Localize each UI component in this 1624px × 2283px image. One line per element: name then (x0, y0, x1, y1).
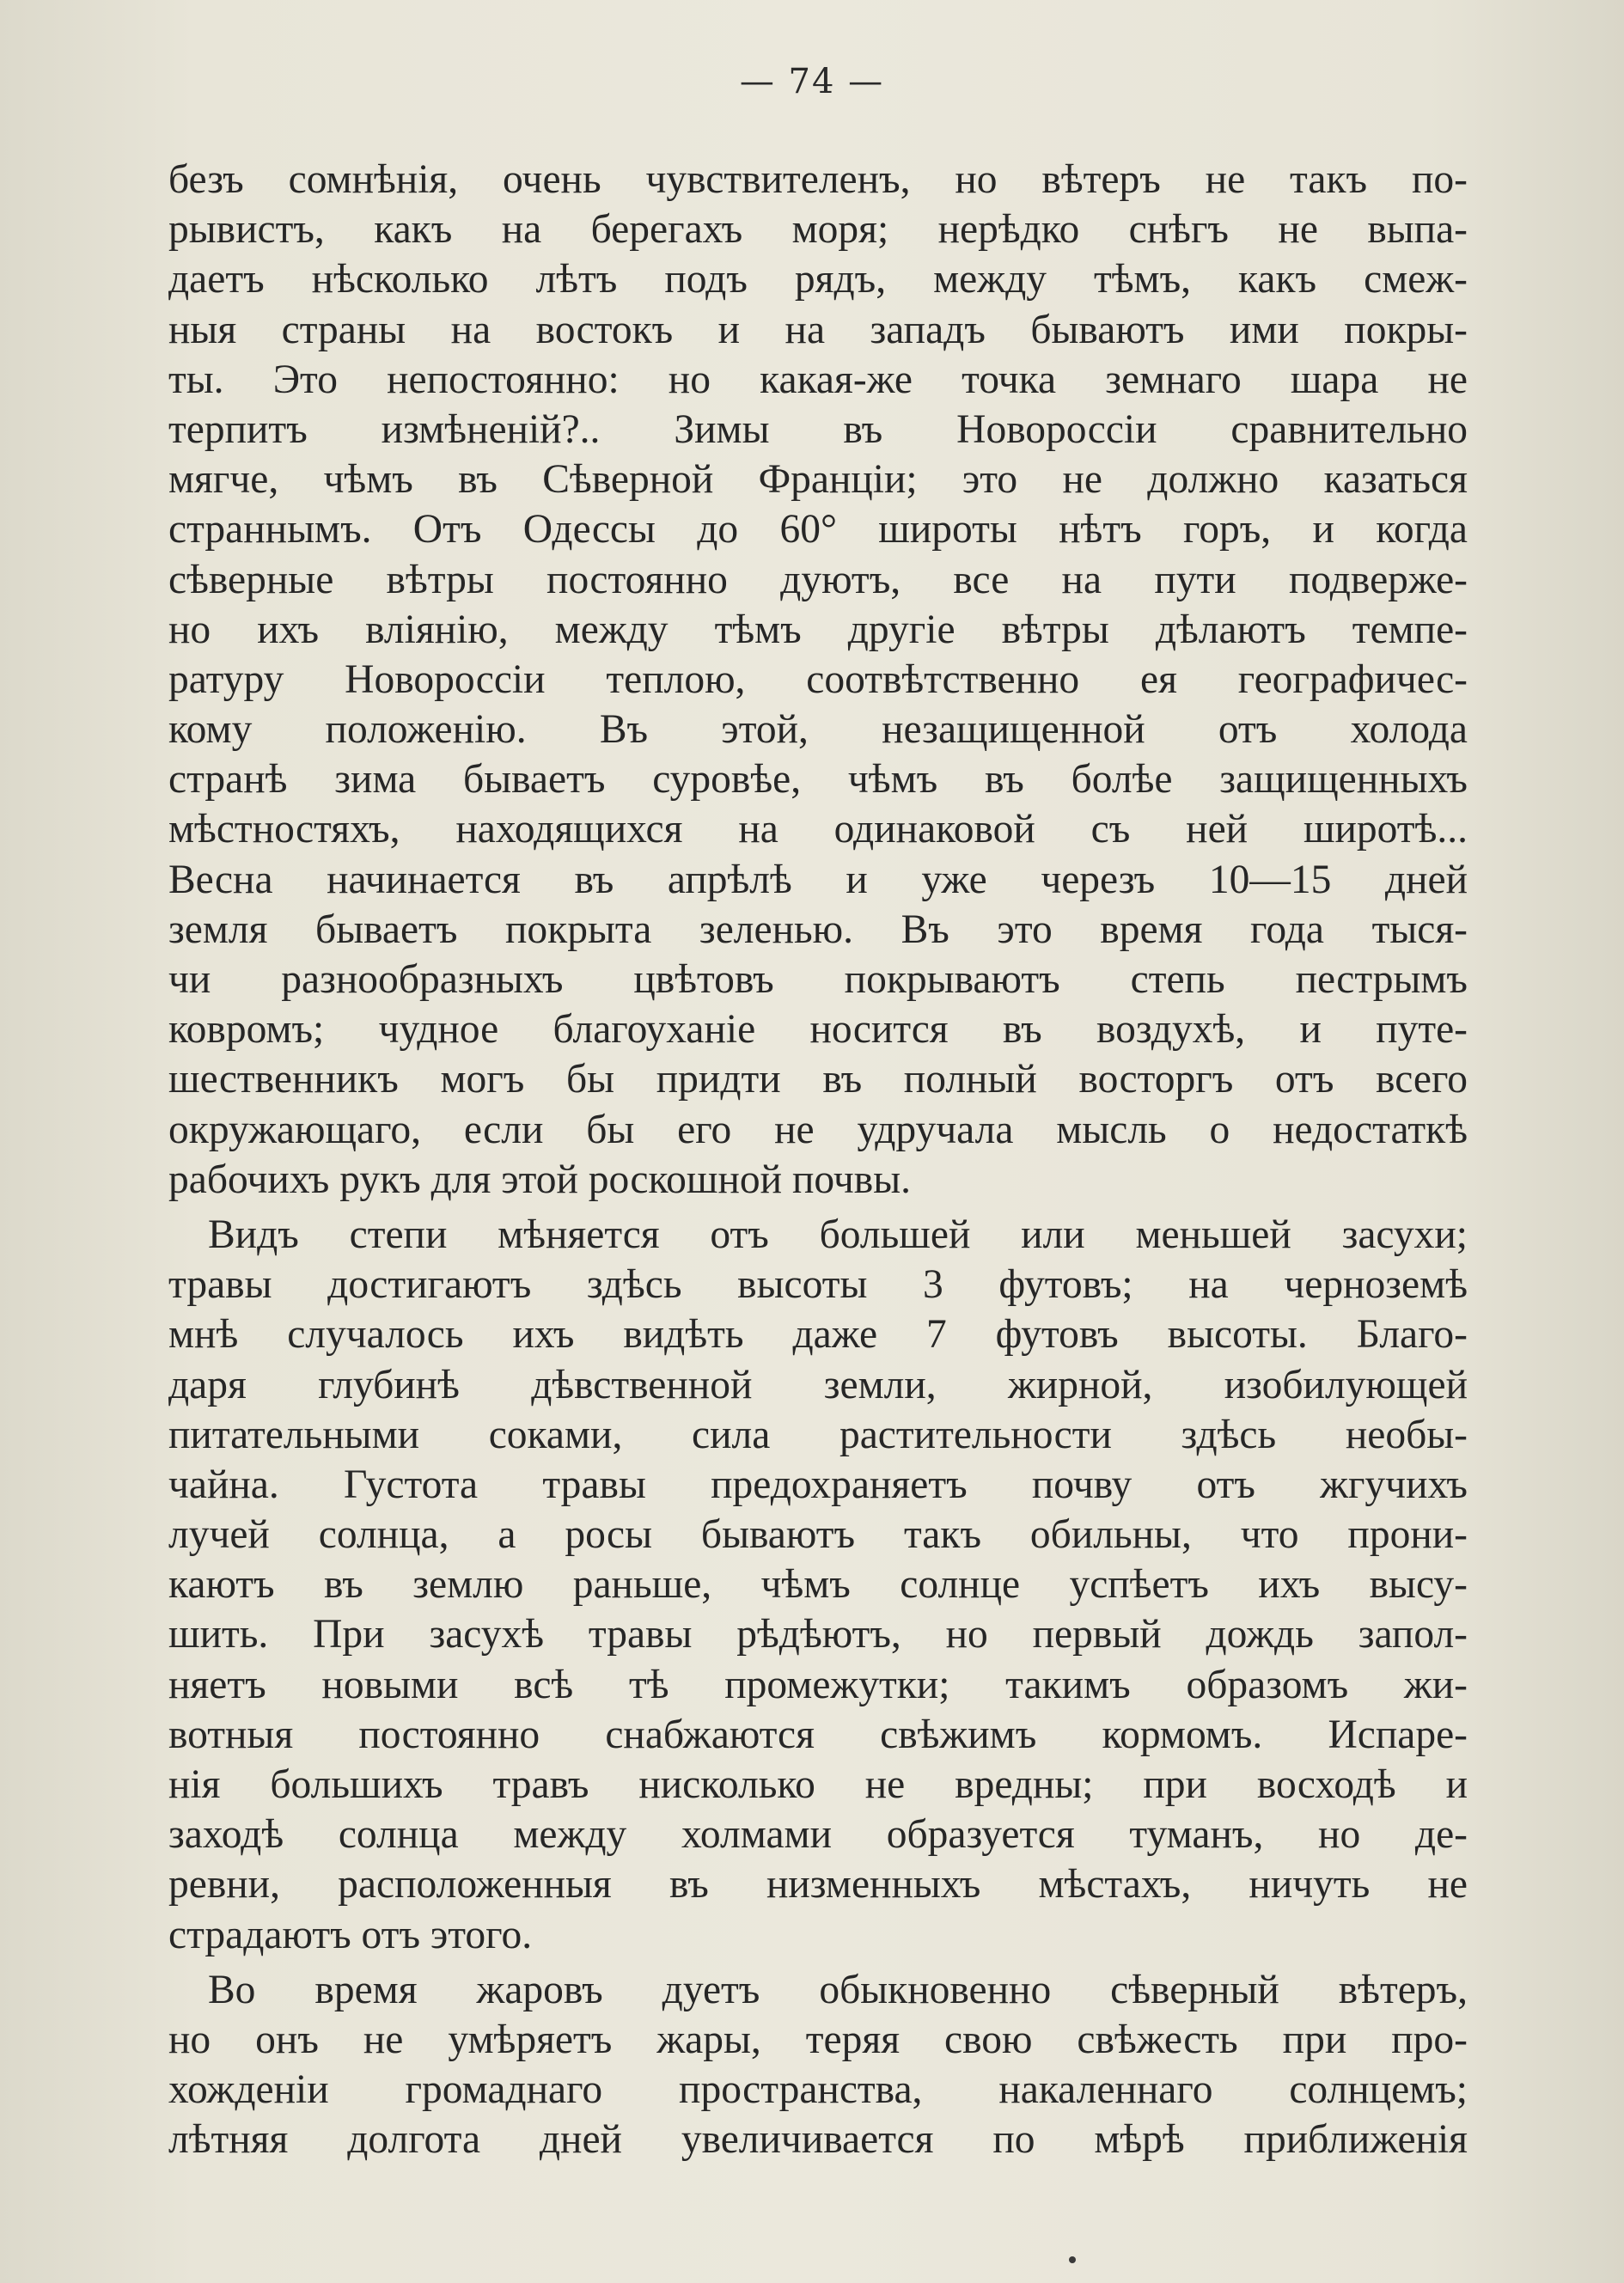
text-line: терпитъ измѣненій?.. Зимы въ Новороссіи сравнительно (168, 406, 1468, 452)
text-line: няетъ новыми всѣ тѣ промежутки; такимъ образомъ жи- (168, 1662, 1468, 1707)
text-line: земля бываетъ покрыта зеленью. Въ это время года тыся- (168, 906, 1468, 952)
text-line: сѣверные вѣтры постоянно дуютъ, все на пути подверже- (168, 557, 1468, 602)
text-line: безъ сомнѣнія, очень чувствителенъ, но вѣтеръ не такъ по- (168, 157, 1468, 202)
text-line: мѣстностяхъ, находящихся на одинаковой съ ней широтѣ... (168, 807, 1468, 852)
text-line: но ихъ вліянію, между тѣмъ другіе вѣтры дѣлаютъ темпе- (168, 607, 1468, 652)
text-line: мнѣ случалось ихъ видѣть даже 7 футовъ высоты. Благо- (168, 1312, 1468, 1358)
text-line: чайна. Густота травы предохраняетъ почву отъ жгучихъ (168, 1462, 1468, 1507)
text-line: каютъ въ землю раньше, чѣмъ солнце успѣетъ ихъ высу- (168, 1562, 1468, 1608)
text-line: ты. Это непостоянно: но какая-же точка земнаго шара не (168, 357, 1468, 402)
text-line: Во время жаровъ дуетъ обыкновенно сѣверный вѣтеръ, (208, 1967, 1468, 2012)
text-line: окружающаго, если бы его не удручала мысль о недостаткѣ (168, 1107, 1468, 1152)
text-line: шественникъ могъ бы придти въ полный восторгъ отъ всего (168, 1057, 1468, 1102)
text-line: страдаютъ отъ этого. (168, 1912, 533, 1957)
text-line: мягче, чѣмъ въ Сѣверной Франціи; это не должно казаться (168, 457, 1468, 503)
text-line: даря глубинѣ дѣвственной земли, жирной, изобилующей (168, 1362, 1468, 1407)
paragraph (168, 1965, 1468, 2165)
text-line: хожденіи громаднаго пространства, накаленнаго солнцемъ; (168, 2067, 1468, 2113)
text-line: шить. При засухѣ травы рѣдѣютъ, но первый дождь запол- (168, 1612, 1468, 1657)
text-line: травы достигаютъ здѣсь высоты 3 футовъ; на черноземѣ (168, 1262, 1468, 1308)
text-line: но онъ не умѣряетъ жары, теряя свою свѣжесть при про- (168, 2017, 1468, 2062)
text-line: лучей солнца, а росы бываютъ такъ обильны, что прони- (168, 1512, 1468, 1558)
text-line: лѣтняя долгота дней увеличивается по мѣрѣ приближенія (168, 2117, 1468, 2163)
text-line: странѣ зима бываетъ суровѣе, чѣмъ въ болѣе защищенныхъ (168, 757, 1468, 803)
body-text (168, 155, 1468, 2165)
text-line: кому положенію. Въ этой, незащищенной отъ холода (168, 707, 1468, 753)
text-line: ковромъ; чудное благоуханіе носится въ воздухѣ, и путе- (168, 1007, 1468, 1053)
text-line: ныя страны на востокъ и на западъ бываютъ ими покры- (168, 307, 1468, 352)
text-line: Весна начинается въ апрѣлѣ и уже черезъ 10—15 дней (168, 857, 1468, 902)
text-line: рабочихъ рукъ для этой роскошной почвы. (168, 1157, 912, 1202)
text-line: вотныя постоянно снабжаются свѣжимъ кормомъ. Испаре- (168, 1712, 1468, 1757)
text-line: рывистъ, какъ на берегахъ моря; нерѣдко снѣгъ не выпа- (168, 207, 1468, 253)
ink-speck (1069, 2256, 1076, 2263)
text-line: питательными соками, сила растительности здѣсь необы- (168, 1412, 1468, 1457)
text-line: ратуру Новороссіи теплою, соотвѣтственно ея географичес- (168, 656, 1468, 702)
paragraph (168, 155, 1468, 1205)
text-line: нія большихъ травъ нисколько не вредны; при восходѣ и (168, 1762, 1468, 1807)
text-line: Видъ степи мѣняется отъ большей или меньшей засухи; (208, 1212, 1468, 1257)
text-line: чи разнообразныхъ цвѣтовъ покрываютъ степь пестрымъ (168, 957, 1468, 1002)
text-line: даетъ нѣсколько лѣтъ подъ рядъ, между тѣмъ, какъ смеж- (168, 257, 1468, 302)
text-line: страннымъ. Отъ Одессы до 60° широты нѣтъ горъ, и когда (168, 507, 1468, 552)
text-line: заходѣ солнца между холмами образуется туманъ, но де- (168, 1812, 1468, 1858)
paragraph (168, 1210, 1468, 1960)
text-line: ревни, расположенныя въ низменныхъ мѣстахъ, ничуть не (168, 1862, 1468, 1908)
page-number: — 74 — (739, 62, 885, 101)
